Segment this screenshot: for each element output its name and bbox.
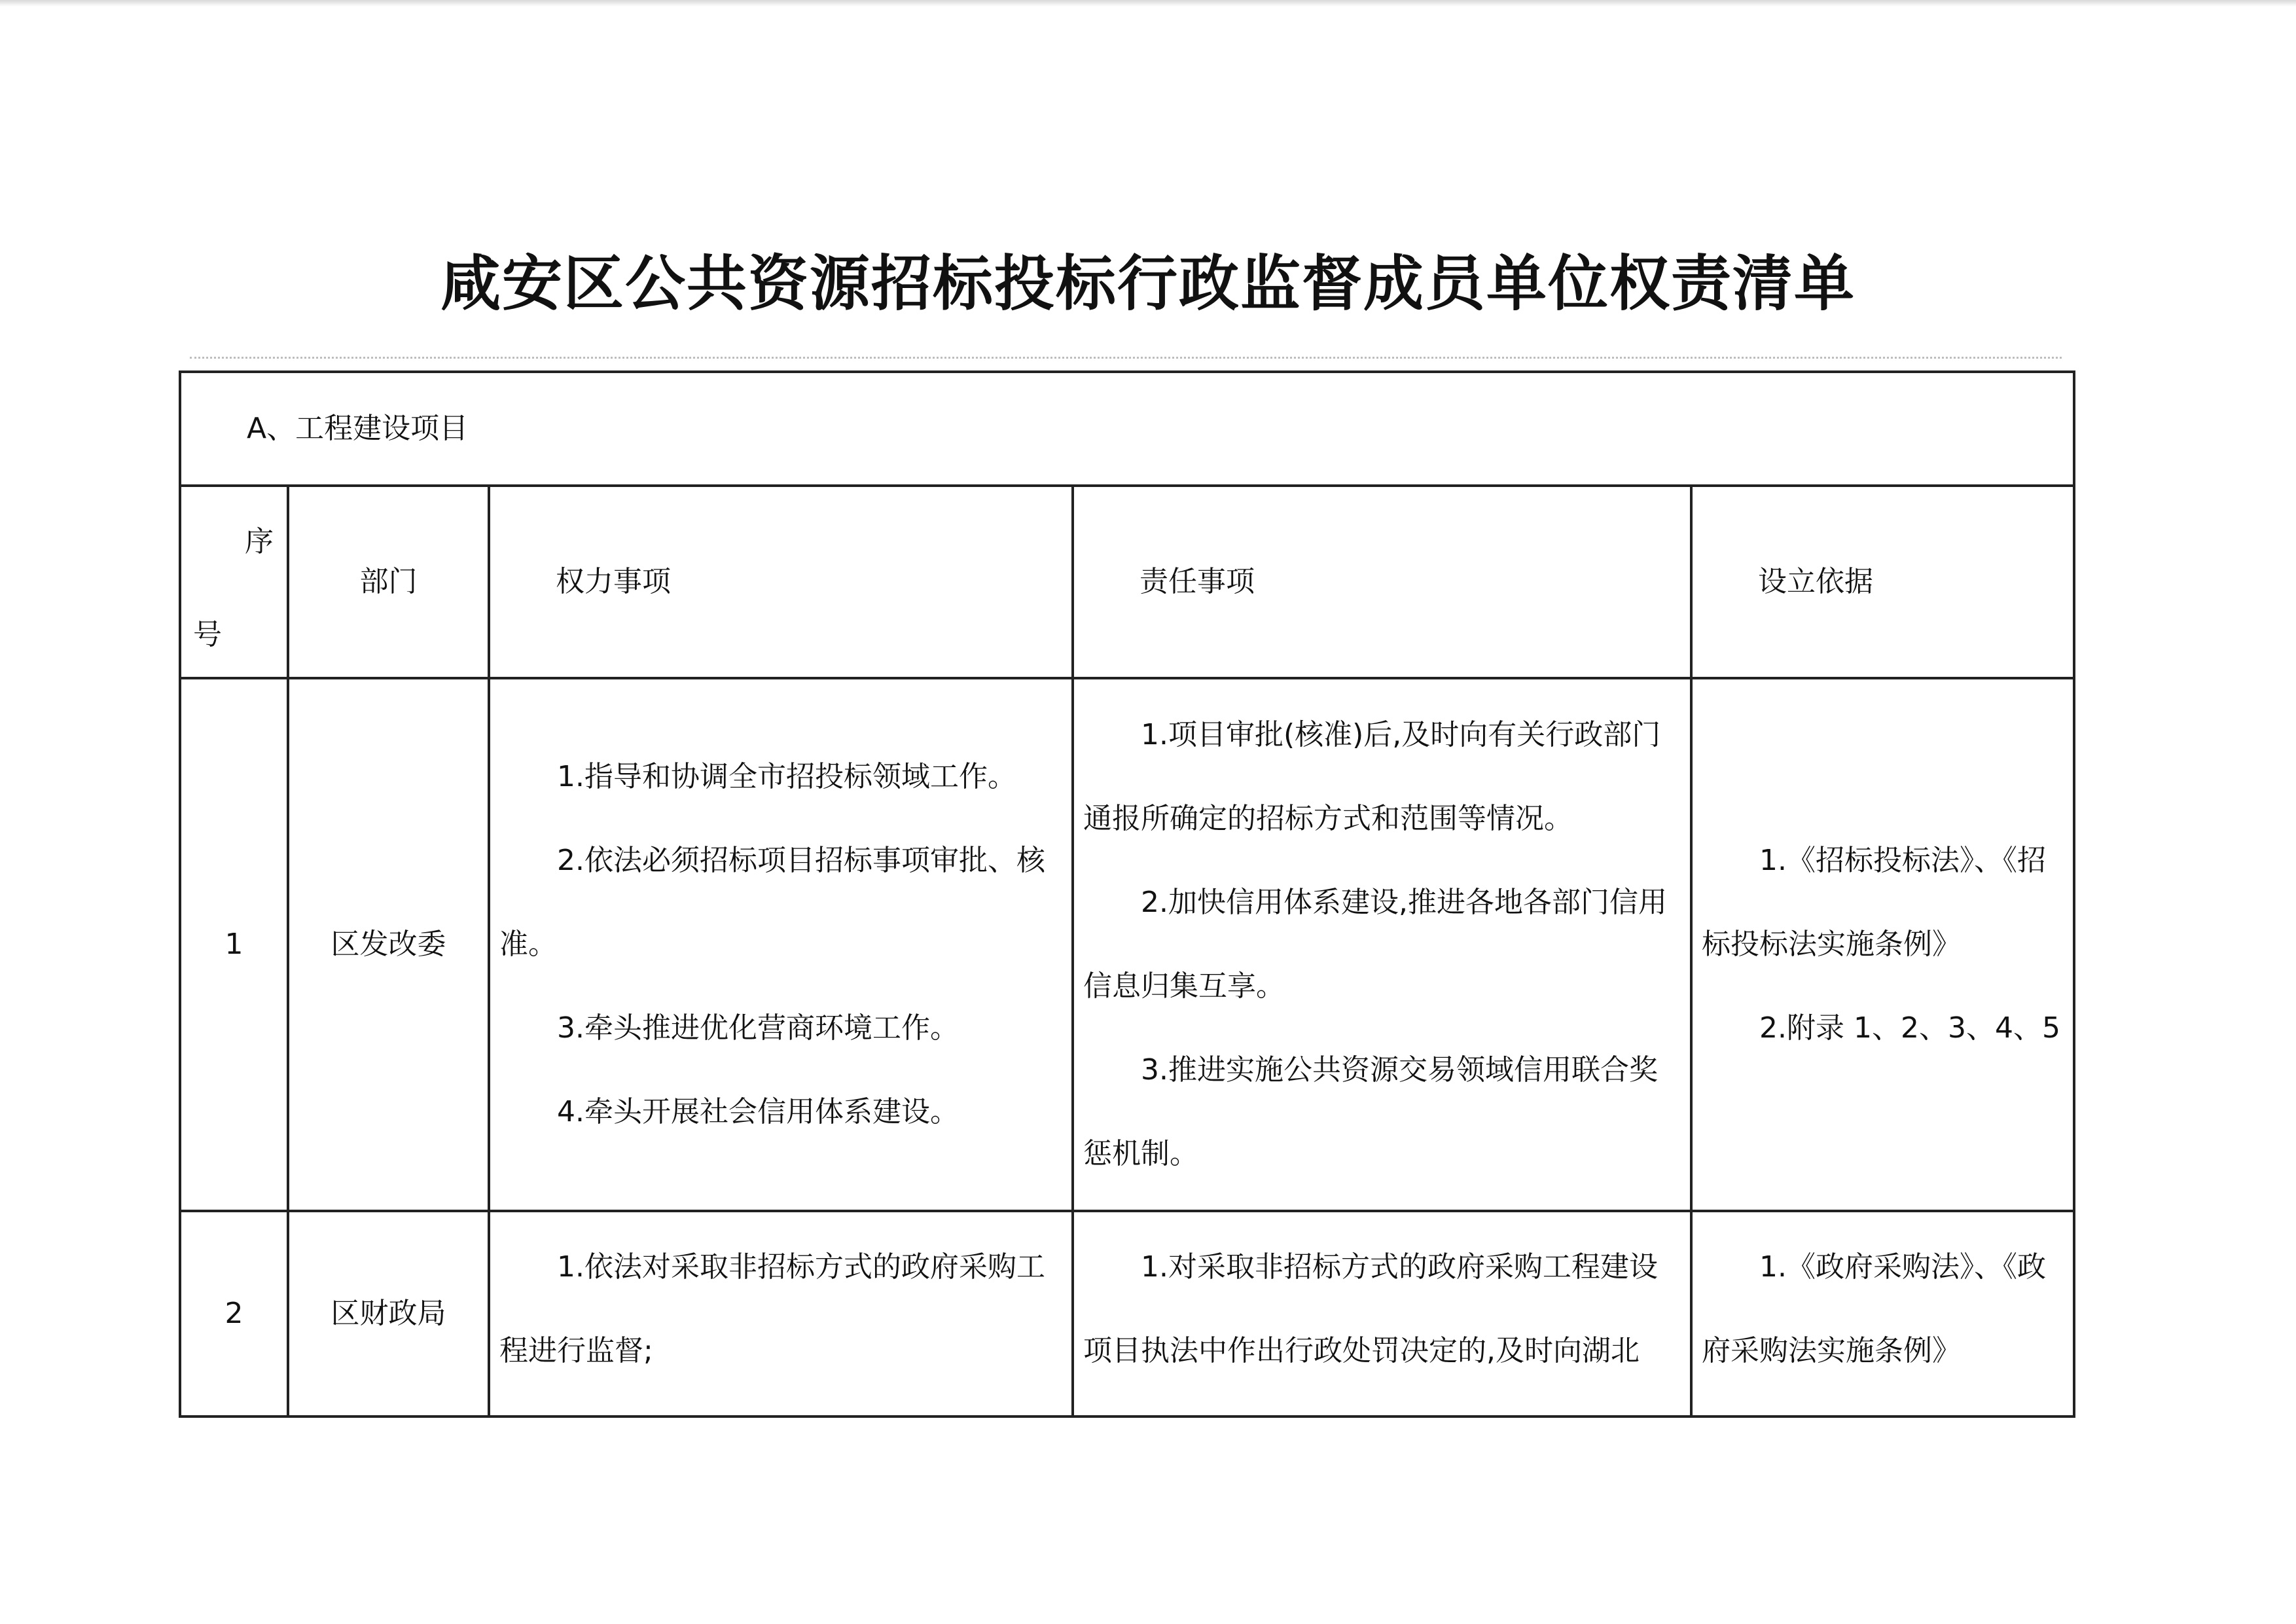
header-row: [180, 486, 2074, 678]
power-item: 1.指导和协调全市招投标领域工作。: [557, 760, 1016, 793]
scan-edge: [0, 0, 2296, 7]
header-duty: 责任事项: [1073, 486, 1691, 678]
duty-item: 1.对采取非招标方式的政府采购工程建设项目执法中作出行政处罚决定的,及时向湖北: [1083, 1250, 1658, 1367]
header-basis: 设立依据: [1691, 486, 2074, 678]
row-duty: [1073, 1211, 1691, 1416]
title-divider: [190, 357, 2062, 359]
basis-item: 2.附录 1、2、3、4、5: [1759, 1011, 2060, 1045]
row-basis: [1691, 1211, 2074, 1416]
section-row: [180, 372, 2074, 486]
table-row: [180, 1211, 2074, 1416]
duty-item: 3.推进实施公共资源交易领域信用联合奖惩机制。: [1083, 1053, 1658, 1170]
basis-item: 1.《招标投标法》、《招标投标法实施条例》: [1702, 844, 2046, 961]
power-item: 1.依法对采取非招标方式的政府采购工程进行监督;: [499, 1250, 1045, 1367]
header-seq-part2: 号: [193, 618, 222, 651]
row-power: [489, 678, 1073, 1211]
header-seq-part1: 序: [245, 525, 274, 558]
document-title: 咸安区公共资源招标投标行政监督成员单位权责清单: [440, 248, 1856, 319]
row-department: 区发改委: [288, 678, 489, 1211]
responsibility-table: [179, 370, 2075, 1418]
duty-item: 1.项目审批(核准)后,及时向有关行政部门通报所确定的招标方式和范围等情况。: [1083, 718, 1661, 835]
duty-item: 2.加快信用体系建设,推进各地各部门信用信息归集互享。: [1083, 886, 1667, 1003]
table-row: [180, 678, 2074, 1211]
row-seq: 1: [180, 678, 288, 1211]
basis-item: 1.《政府采购法》、《政府采购法实施条例》: [1702, 1250, 2046, 1367]
row-duty: [1073, 678, 1691, 1211]
row-department: 区财政局: [288, 1211, 489, 1416]
header-department: 部门: [288, 486, 489, 678]
row-power: [489, 1211, 1073, 1416]
power-item: 4.牵头开展社会信用体系建设。: [557, 1095, 959, 1128]
row-basis: [1691, 678, 2074, 1211]
power-item: 3.牵头推进优化营商环境工作。: [557, 1011, 959, 1045]
section-label: A、工程建设项目: [180, 372, 2074, 486]
row-seq: 2: [180, 1211, 288, 1416]
header-power: 权力事项: [489, 486, 1073, 678]
header-seq: [180, 486, 288, 678]
power-item: 2.依法必须招标项目招标事项审批、核准。: [499, 844, 1045, 961]
